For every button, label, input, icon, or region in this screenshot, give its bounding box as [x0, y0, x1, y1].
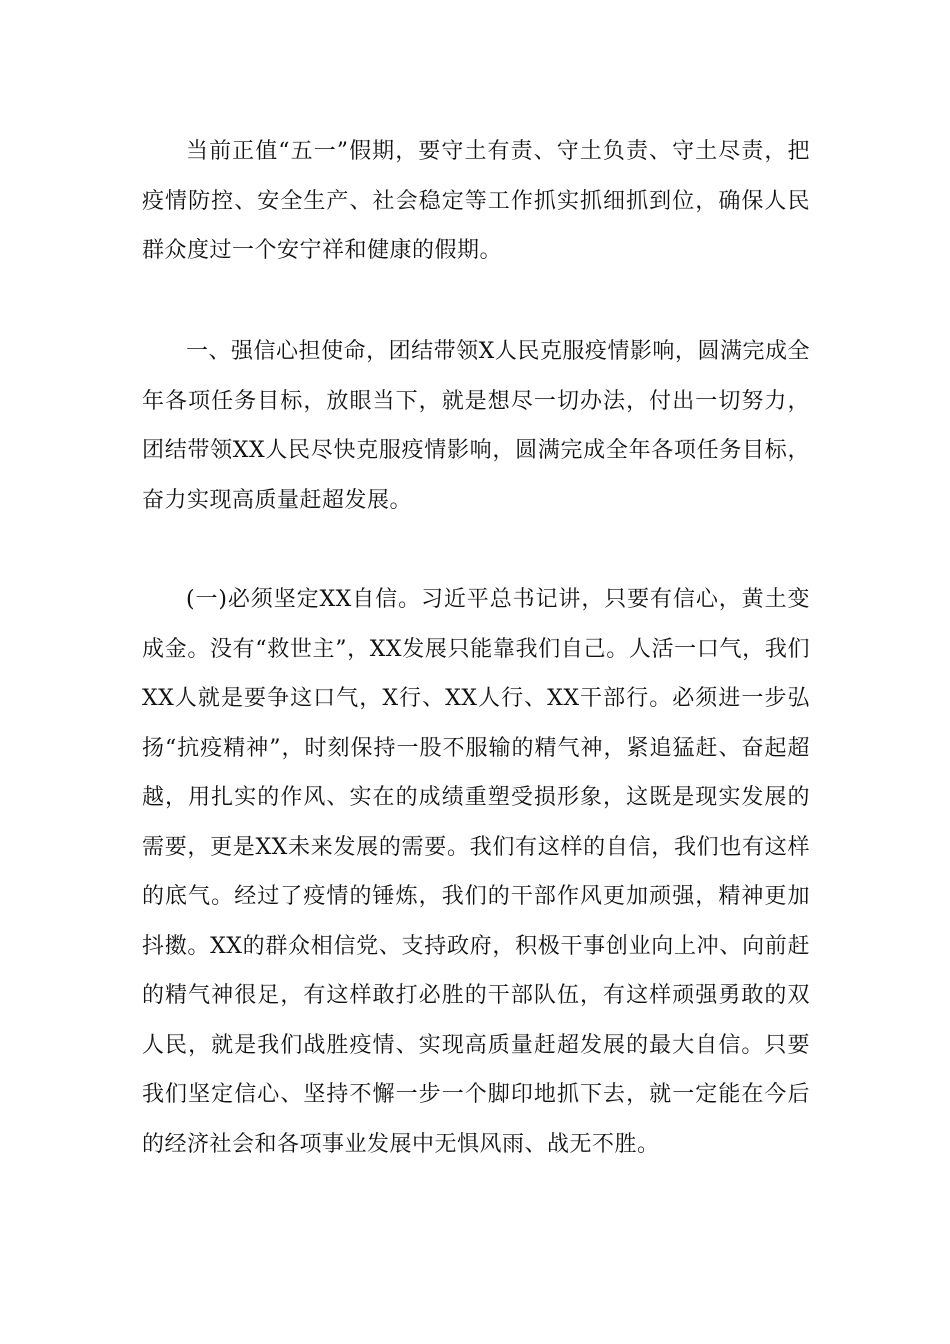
paragraph-intro: 当前正值“五一”假期，要守土有责、守土负责、守土尽责，把疫情防控、安全生产、社会稳定等工作抓实抓细抓到位，确保人民群众度过一个安宁祥和健康的假期。 [142, 139, 810, 263]
paragraph-section-one: 一、强信心担使命，团结带领X人民克服疫情影响，圆满完成全年各项任务目标，放眼当下，就是想尽一切办法，付出一切努力，团结带领XX人民尽快克服疫情影响，圆满完成全年各项任务目标，奋力实现高质量赶超发展。 [142, 339, 810, 513]
paragraph-subsection-one: (一)必须坚定XX自信。习近平总书记讲，只要有信心，黄土变成金。没有“救世主”，XX发展只能靠我们自己。人活一口气，我们XX人就是要争这口气，X行、XX人行、XX干部行。必须进一步弘扬“抗疫精神”，时刻保持一股不服输的精气神，紧追猛赶、奋起超越，用扎实的作风、实在的成绩重塑受损形象，这既是现实发展的需要，更是XX未来发展的需要。我们有这样的自信，我们也有这样的底气。经过了疫情的锤炼，我们的干部作风更加顽强，精神更加抖擞。XX的群众相信党、支持政府，积极干事创业向上冲、向前赶的精气神很足，有这样敢打必胜的干部队伍，有这样顽强勇敢的双人民，就是我们战胜疫情、实现高质量赶超发展的最大自信。只要我们坚定信心、坚持不懈一步一个脚印地抓下去，就一定能在今后的经济社会和各项事业发展中无惧风雨、战无不胜。 [142, 587, 810, 1157]
